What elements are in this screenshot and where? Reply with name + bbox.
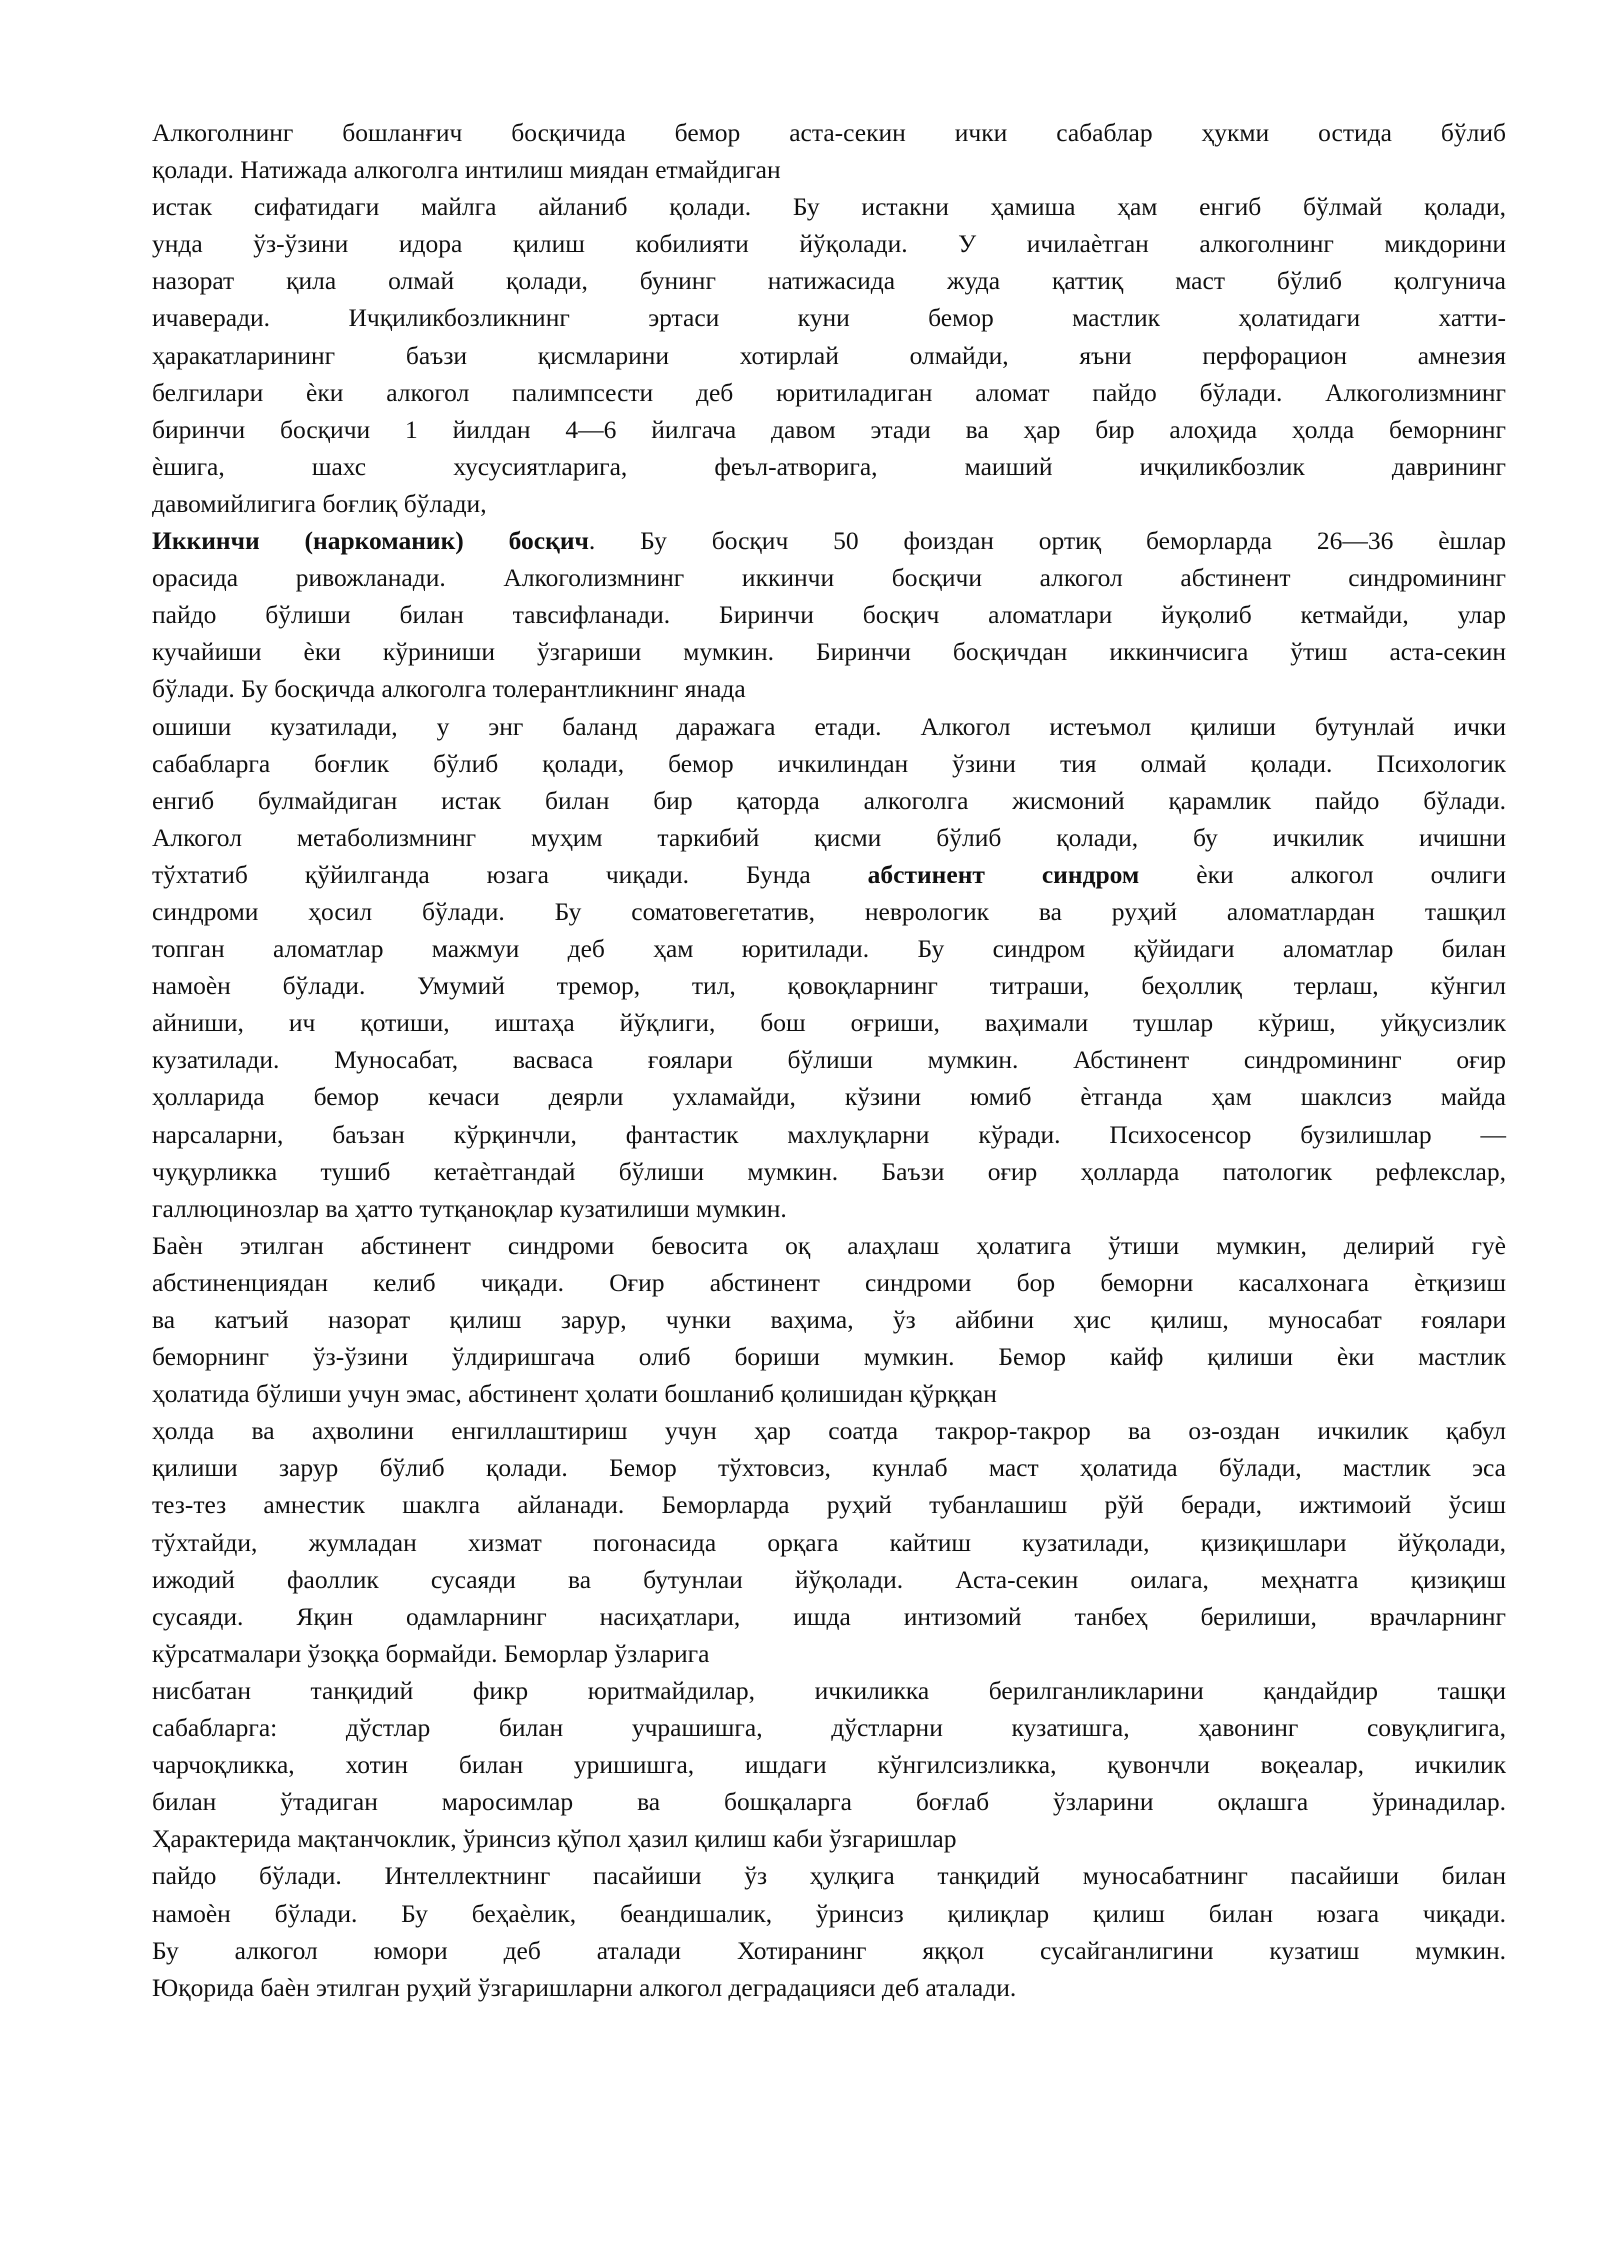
text-line: кўрсатмалари ўзоққа бормайди. Беморлар ўзларига (152, 1638, 710, 1668)
text-line: айниши, ич қотиши, иштаҳа йўқлиги, бош оғриши, ваҳимали тушлар кўриш, уйқусизлик (152, 1008, 1506, 1038)
document-body (152, 114, 1506, 2006)
text-line: пайдо бўлади. Интеллектнинг пасайиши ўз ҳулқига танқидий муносабатнинг пасайиши билан (152, 1861, 1506, 1891)
text-line: чарчоқликка, хотин билан уришишга, ишдаги кўнгилсизликка, қувончли воқеалар, ичкилик (152, 1750, 1506, 1780)
text-line: галлюцинозлар ва ҳатто тутқаноқлар кузатилиши мумкин. (152, 1193, 787, 1223)
text-line: топган аломатлар мажмуи деб ҳам юритилади. Бу синдром қўйидаги аломатлар билан (152, 934, 1506, 964)
text-line (152, 856, 1506, 893)
text-line: синдроми ҳосил бўлади. Бу соматовегетатив, неврологик ва руҳий аломатлардан ташқил (152, 896, 1506, 926)
text-line: намоѐн бўлади. Бу беҳаѐлик, беандишалик, ўринсиз қилиқлар қилиш билан юзага чиқади. (152, 1898, 1506, 1928)
text-line: ва катъий назорат қилиш зарур, чунки ваҳима, ўз айбини ҳис қилиш, муносабат ғоялари (152, 1305, 1506, 1334)
text-line (152, 522, 1506, 559)
text-line: кучайиши ѐки кўриниши ўзгариши мумкин. Биринчи босқичдан иккинчисига ўтиш аста-секин (152, 637, 1506, 667)
text-line: ҳолларида бемор кечаси деярли ухламайди, кўзини юмиб ѐтганда ҳам шаклсиз майда (152, 1082, 1506, 1112)
text-line: сусаяди. Яқин одамларнинг насиҳатлари, ишда интизомий танбеҳ берилиши, врачларнинг (152, 1601, 1506, 1631)
text-line: давомийлигига боғлиқ бўлади, (152, 488, 487, 518)
text-line: пайдо бўлиши билан тавсифланади. Биринчи босқич аломатлари йуқолиб кетмайди, улар (152, 600, 1506, 630)
text-line: сабабларга боғлик бўлиб қолади, бемор ичкилиндан ўзини тия олмай қолади. Психологик (152, 748, 1506, 778)
text-line: орасида ривожланади. Алкоголизмнинг иккинчи босқичи алкогол абстинент синдромининг (152, 563, 1506, 593)
text-line: тез-тез амнестик шаклга айланади. Беморларда руҳий тубанлашиш рўй беради, ижтимоий ўсиш (152, 1490, 1506, 1520)
text-line: ичаверади. Ичқиликбозликнинг эртаси куни бемор мастлик ҳолатидаги хатти- (152, 303, 1506, 333)
text-line: истак сифатидаги майлга айланиб қолади. Бу истакни ҳамиша ҳам енгиб бўлмай қолади, (152, 192, 1506, 222)
text-line: Алкогол метаболизмнинг муҳим таркибий қисми бўлиб қолади, бу ичкилик ичишни (152, 822, 1506, 852)
text-line: билан ўтадиган маросимлар ва бошқаларга боғлаб ўзларини оқлашга ўринадилар. (152, 1787, 1506, 1817)
text-line: абстиненциядан келиб чиқади. Оғир абстинент синдроми бор беморни касалхонага ѐтқизиш (152, 1267, 1506, 1297)
text-line: чуқурликка тушиб кетаѐтгандай бўлиши мумкин. Баъзи оғир ҳолларда патологик рефлекслар, (152, 1156, 1506, 1186)
text-line: ҳолда ва аҳволини енгиллаштириш учун ҳар соатда такрор-такрор ва оз-оздан ичкилик қабул (152, 1416, 1506, 1446)
text-line: биринчи босқичи 1 йилдан 4—6 йилгача давом этади ва ҳар бир алоҳида ҳолда беморнинг (152, 414, 1506, 444)
text-line: нисбатан танқидий фикр юритмайдилар, ичкиликка берилганликларини қандайдир ташқи (152, 1675, 1506, 1705)
bold-heading: Иккинчи (наркоманик) босқич (152, 526, 589, 556)
text-line: Ҳарактерида мақтанчоклик, ўринсиз қўпол ҳазил қилиш каби ўзгаришлар (152, 1824, 957, 1854)
text-line: тўхтайди, жумладан хизмат погонасида орқага кайтиш кузатилади, қизиқишлари йўқолади, (152, 1527, 1506, 1557)
text-line: назорат қила олмай қолади, бунинг натижасида жуда қаттиқ маст бўлиб қолгунича (152, 266, 1506, 296)
text-line: қолади. Натижада алкоголга интилиш миядан етмайдиган (152, 155, 781, 185)
text-line: кузатилади. Муносабат, васваса ғоялари бўлиши мумкин. Абстинент синдромининг оғир (152, 1045, 1506, 1075)
text-line: бўлади. Бу босқичда алкоголга толерантликнинг янада (152, 674, 746, 704)
text-line: сабабларга: дўстлар билан учрашишга, дўстларни кузатишга, ҳавонинг совуқлигига, (152, 1713, 1506, 1743)
text-line: енгиб булмайдиган истак билан бир қаторда алкоголга жисмоний қарамлик пайдо бўлади. (152, 785, 1506, 815)
text-line: Алкоголнинг бошланғич босқичида бемор аста-секин ички сабаблар ҳукми остида бўлиб (152, 118, 1506, 147)
text-line: қилиши зарур бўлиб қолади. Бемор тўхтовсиз, кунлаб маст ҳолатида бўлади, мастлик эса (152, 1453, 1506, 1483)
text-segment: тўхтатиб қўйилганда юзага чиқади. Бунда (152, 859, 868, 889)
text-line: ҳаракатларининг баъзи қисмларини хотирлай олмайди, яъни перфорацион амнезия (152, 340, 1506, 370)
text-line: ижодий фаоллик сусаяди ва бутунлаи йўқолади. Аста-секин оилага, меҳнатга қизиқиш (152, 1564, 1506, 1594)
text-line: Бу алкогол юмори деб аталади Хотиранинг яққол сусайганлигини кузатиш мумкин. (152, 1935, 1506, 1965)
text-line: намоѐн бўлади. Умумий тремор, тил, қовоқларнинг титраши, беҳоллиқ терлаш, кўнгил (152, 971, 1506, 1001)
text-segment: . Бу босқич 50 фоиздан ортиқ беморларда 26—36 ѐшлар (588, 526, 1506, 556)
text-segment: ѐки алкогол очлиги (1139, 859, 1506, 889)
text-line: унда ўз-ўзини идора қилиш кобилияти йўқолади. У ичилаѐтган алкоголнинг микдорини (152, 229, 1506, 259)
text-line: Юқорида баѐн этилган руҳий ўзгаришларни алкогол деградацияси деб аталади. (152, 1972, 1017, 2002)
text-line: ѐшига, шахс хусусиятларига, феъл-атворига, маиший ичқиликбозлик даврининг (152, 451, 1506, 481)
text-line: нарсаларни, баъзан кўрқинчли, фантастик махлуқларни кўради. Психосенсор бузилишлар — (152, 1119, 1506, 1149)
text-line: ошиши кузатилади, у энг баланд даражага етади. Алкогол истеъмол қилиши бутунлай ички (152, 711, 1506, 741)
text-line: Баѐн этилган абстинент синдроми бевосита оқ алаҳлаш ҳолатига ўтиши мумкин, делирий гуѐ (152, 1230, 1506, 1260)
bold-term: абстинент синдром (867, 859, 1140, 889)
text-line: ҳолатида бўлиши учун эмас, абстинент ҳолати бошланиб қолишидан қўрққан (152, 1379, 997, 1409)
text-line: беморнинг ўз-ўзини ўлдиришгача олиб бориши мумкин. Бемор кайф қилиши ѐки мастлик (152, 1342, 1506, 1372)
text-line: белгилари ѐки алкогол палимпсести деб юритиладиган аломат пайдо бўлади. Алкоголизмнинг (152, 377, 1506, 407)
